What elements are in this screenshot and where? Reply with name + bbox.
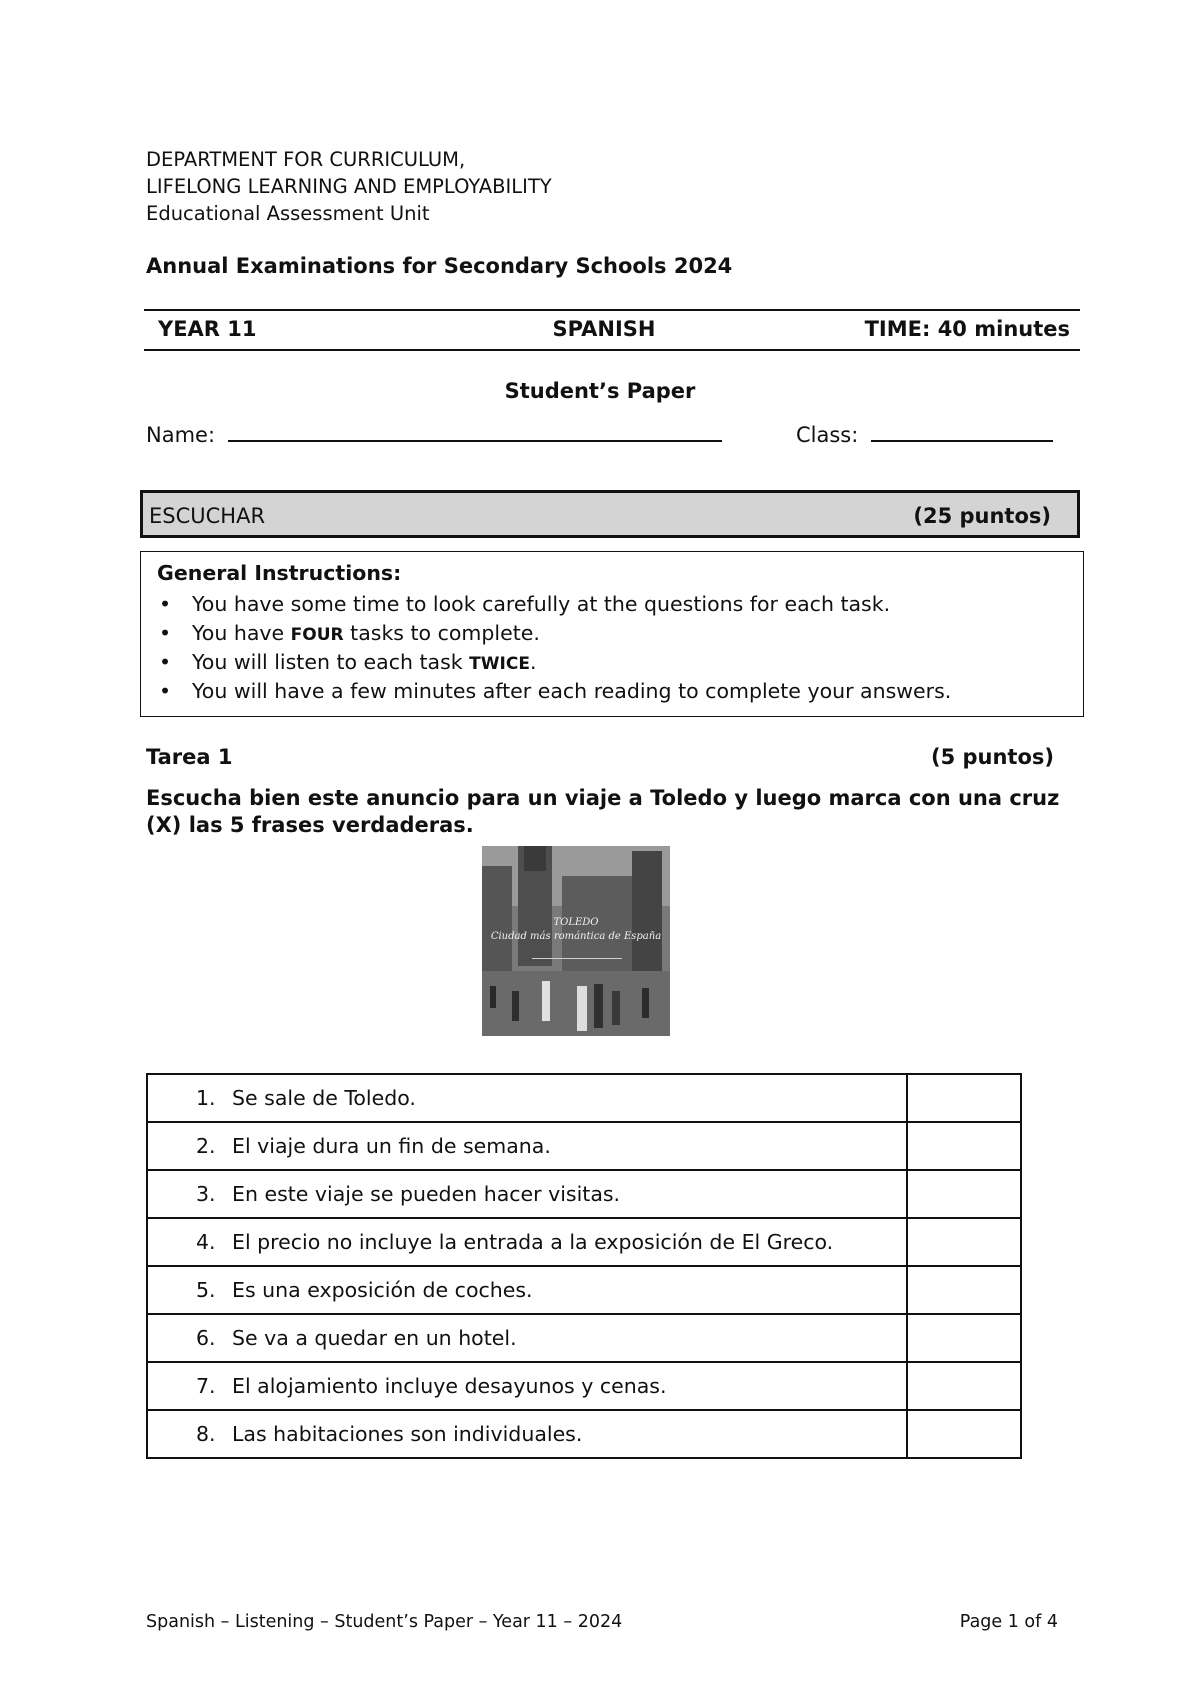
table-row xyxy=(147,1266,1021,1314)
statement-number: 1. xyxy=(196,1086,216,1110)
section-header xyxy=(140,490,1080,538)
instructions-box xyxy=(140,551,1084,717)
exam-title: Annual Examinations for Secondary Schools 2024 xyxy=(146,254,733,278)
bullet-icon: • xyxy=(159,621,172,645)
photo-caption xyxy=(482,916,670,944)
bullet-icon: • xyxy=(159,592,172,616)
task-points: (5 puntos) xyxy=(930,745,1054,769)
name-input-line[interactable] xyxy=(228,420,722,442)
answer-checkbox[interactable] xyxy=(907,1314,1021,1362)
year-label: YEAR 11 xyxy=(158,317,257,341)
statements-table xyxy=(146,1073,1022,1459)
answer-checkbox[interactable] xyxy=(907,1074,1021,1122)
table-row xyxy=(147,1410,1021,1458)
class-field xyxy=(796,420,1053,447)
table-row xyxy=(147,1074,1021,1122)
task-title: Tarea 1 xyxy=(146,745,233,769)
table-row xyxy=(147,1218,1021,1266)
section-title: ESCUCHAR xyxy=(149,504,266,528)
statement-cell xyxy=(147,1170,907,1218)
statement-number: 3. xyxy=(196,1182,216,1206)
statement-text: Las habitaciones son individuales. xyxy=(232,1422,583,1446)
answer-checkbox[interactable] xyxy=(907,1170,1021,1218)
name-field xyxy=(146,420,722,447)
dept-line-2: LIFELONG LEARNING AND EMPLOYABILITY xyxy=(146,175,552,198)
instruction-item: • You have some time to look carefully at the questions for each task. xyxy=(159,592,891,616)
instruction-item: • You will have a few minutes after each reading to complete your answers. xyxy=(159,679,952,703)
class-label: Class: xyxy=(796,423,859,447)
statement-text: El precio no incluye la entrada a la exposición de El Greco. xyxy=(232,1230,834,1254)
answer-checkbox[interactable] xyxy=(907,1218,1021,1266)
footer-left: Spanish – Listening – Student’s Paper – Year 11 – 2024 xyxy=(146,1612,623,1632)
department-header xyxy=(146,146,552,227)
instruction-item: • You have FOUR tasks to complete. xyxy=(159,621,540,645)
answer-checkbox[interactable] xyxy=(907,1266,1021,1314)
statement-cell xyxy=(147,1266,907,1314)
instruction-item: • You will listen to each task TWICE. xyxy=(159,650,537,674)
subject-label: SPANISH xyxy=(552,317,656,341)
instructions-list xyxy=(157,592,951,708)
statement-cell xyxy=(147,1410,907,1458)
emphasis-four: FOUR xyxy=(290,625,344,645)
statement-text: Se va a quedar en un hotel. xyxy=(232,1326,517,1350)
section-points: (25 puntos) xyxy=(913,504,1051,528)
name-label: Name: xyxy=(146,423,216,447)
time-label: TIME: 40 minutes xyxy=(864,317,1070,341)
table-row xyxy=(147,1314,1021,1362)
statement-number: 6. xyxy=(196,1326,216,1350)
statement-number: 5. xyxy=(196,1278,216,1302)
task-instruction: Escucha bien este anuncio para un viaje a Toledo y luego marca con una cruz (X) las 5 frases verdaderas. xyxy=(146,786,1060,837)
statement-number: 8. xyxy=(196,1422,216,1446)
bullet-icon: • xyxy=(159,650,172,674)
statement-text: El viaje dura un fin de semana. xyxy=(232,1134,551,1158)
answer-checkbox[interactable] xyxy=(907,1410,1021,1458)
answer-checkbox[interactable] xyxy=(907,1362,1021,1410)
answer-checkbox[interactable] xyxy=(907,1122,1021,1170)
class-input-line[interactable] xyxy=(871,420,1053,442)
top-rule xyxy=(144,309,1080,311)
toledo-photo xyxy=(482,846,670,1036)
statement-text: El alojamiento incluye desayunos y cenas. xyxy=(232,1374,667,1398)
statement-number: 7. xyxy=(196,1374,216,1398)
statement-number: 2. xyxy=(196,1134,216,1158)
table-row xyxy=(147,1122,1021,1170)
dept-line-1: DEPARTMENT FOR CURRICULUM, xyxy=(146,148,466,171)
page-number: Page 1 of 4 xyxy=(959,1612,1058,1632)
bottom-rule xyxy=(144,349,1080,351)
statement-number: 4. xyxy=(196,1230,216,1254)
statement-cell xyxy=(147,1362,907,1410)
instructions-title: General Instructions: xyxy=(157,561,402,585)
statement-text: En este viaje se pueden hacer visitas. xyxy=(232,1182,621,1206)
statement-text: Se sale de Toledo. xyxy=(232,1086,416,1110)
emphasis-twice: TWICE xyxy=(469,654,530,674)
unit-name: Educational Assessment Unit xyxy=(146,202,430,225)
statement-cell xyxy=(147,1314,907,1362)
photo-caption-title: TOLEDO xyxy=(553,917,599,928)
paper-type: Student’s Paper xyxy=(504,379,696,403)
statement-cell xyxy=(147,1218,907,1266)
statement-text: Es una exposición de coches. xyxy=(232,1278,533,1302)
table-row xyxy=(147,1170,1021,1218)
statement-cell xyxy=(147,1122,907,1170)
photo-caption-subtitle: Ciudad más romántica de España xyxy=(490,931,662,942)
bullet-icon: • xyxy=(159,679,172,703)
table-row xyxy=(147,1362,1021,1410)
statement-cell xyxy=(147,1074,907,1122)
